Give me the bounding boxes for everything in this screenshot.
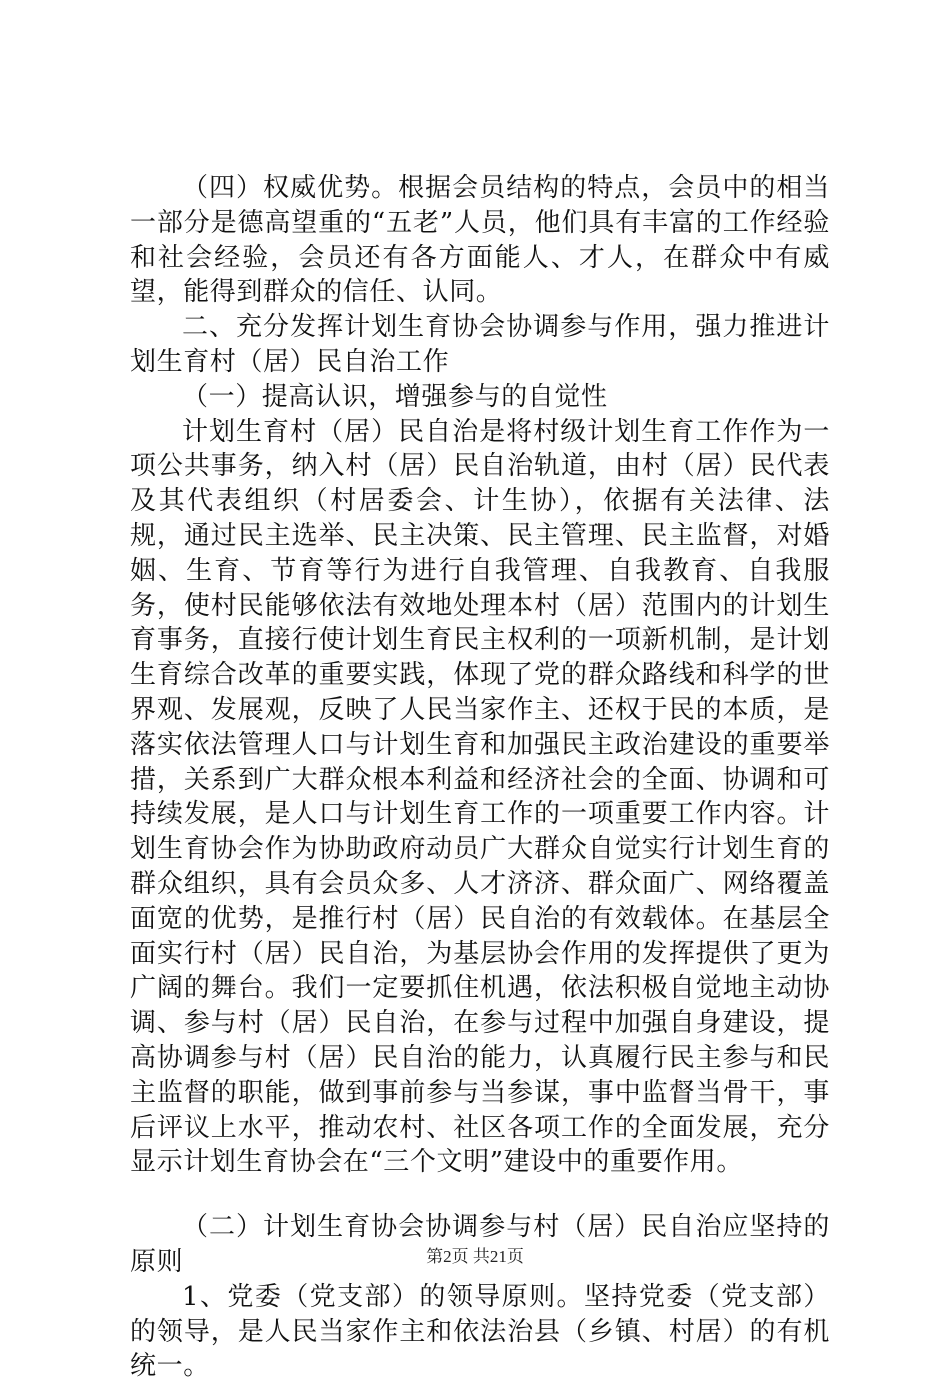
paragraph-gap (130, 1180, 830, 1210)
page-footer: 第2页 共21页 (426, 1247, 524, 1266)
subheading-1: （一）提高认识，增强参与的自觉性 (182, 381, 608, 412)
paragraph-self-governance: 计划生育村（居）民自治是将村级计划生育工作作为一项公共事务，纳入村（居）民自治轨道，由村（居）民代表及其代表组织（村居委会、计生协），依据有关法律、法规，通过民主选举、民主决策、民主管理、民主监督，对婚姻、生育、节育等行为进行自我管理、自我教育、自我服务，使村民能够依法有效地处理本村（居）范围内的计划生育事务，直接行使计划生育民主权利的一项新机制，是计划生育综合改革的重要实践，体现了党的群众路线和科学的世界观、发展观，反映了人民当家作主、还权于民的本质，是落实依法管理人口与计划生育和加强民主政治建设的重要举措，关系到广大群众根本利益和经济社会的全面、协调和可持续发展，是人口与计划生育工作的一项重要工作内容。计划生育协会作为协助政府动员广大群众自觉实行计划生育的群众组织，具有会员众多、人才济济、群众面广、网络覆盖面宽的优势，是推行村（居）民自治的有效载体。在基层全面实行村（居）民自治，为基层协会作用的发挥提供了更为广阔的舞台。我们一定要抓住机遇，依法积极自觉地主动协调、参与村（居）民自治，在参与过程中加强自身建设，提高协调参与村（居）民自治的能力，认真履行民主参与和民主监督的职能，做到事前参与当参谋，事中监督当骨干，事后评议上水平，推动农村、社区各项工作的全面发展，充分显示计划生育协会在“三个文明”建设中的重要作用。 (130, 416, 830, 1178)
paragraph-authority-advantage: （四）权威优势。根据会员结构的特点，会员中的相当一部分是德高望重的“五老”人员，他们具有丰富的工作经验和社会经验，会员还有各方面能人、才人，在群众中有威望，能得到群众的信任、认同。 (130, 173, 830, 308)
section-heading-2: 二、充分发挥计划生育协会协调参与作用，强力推进计划生育村（居）民自治工作 (130, 312, 830, 377)
document-body (130, 171, 830, 1384)
subheading-2: （二）计划生育协会协调参与村（居）民自治应坚持的原则 (130, 1212, 830, 1277)
paragraph-party-leadership: 1、党委（党支部）的领导原则。坚持党委（党支部）的领导，是人民当家作主和依法治县（乡镇、村居）的有机统一。 (130, 1281, 830, 1382)
